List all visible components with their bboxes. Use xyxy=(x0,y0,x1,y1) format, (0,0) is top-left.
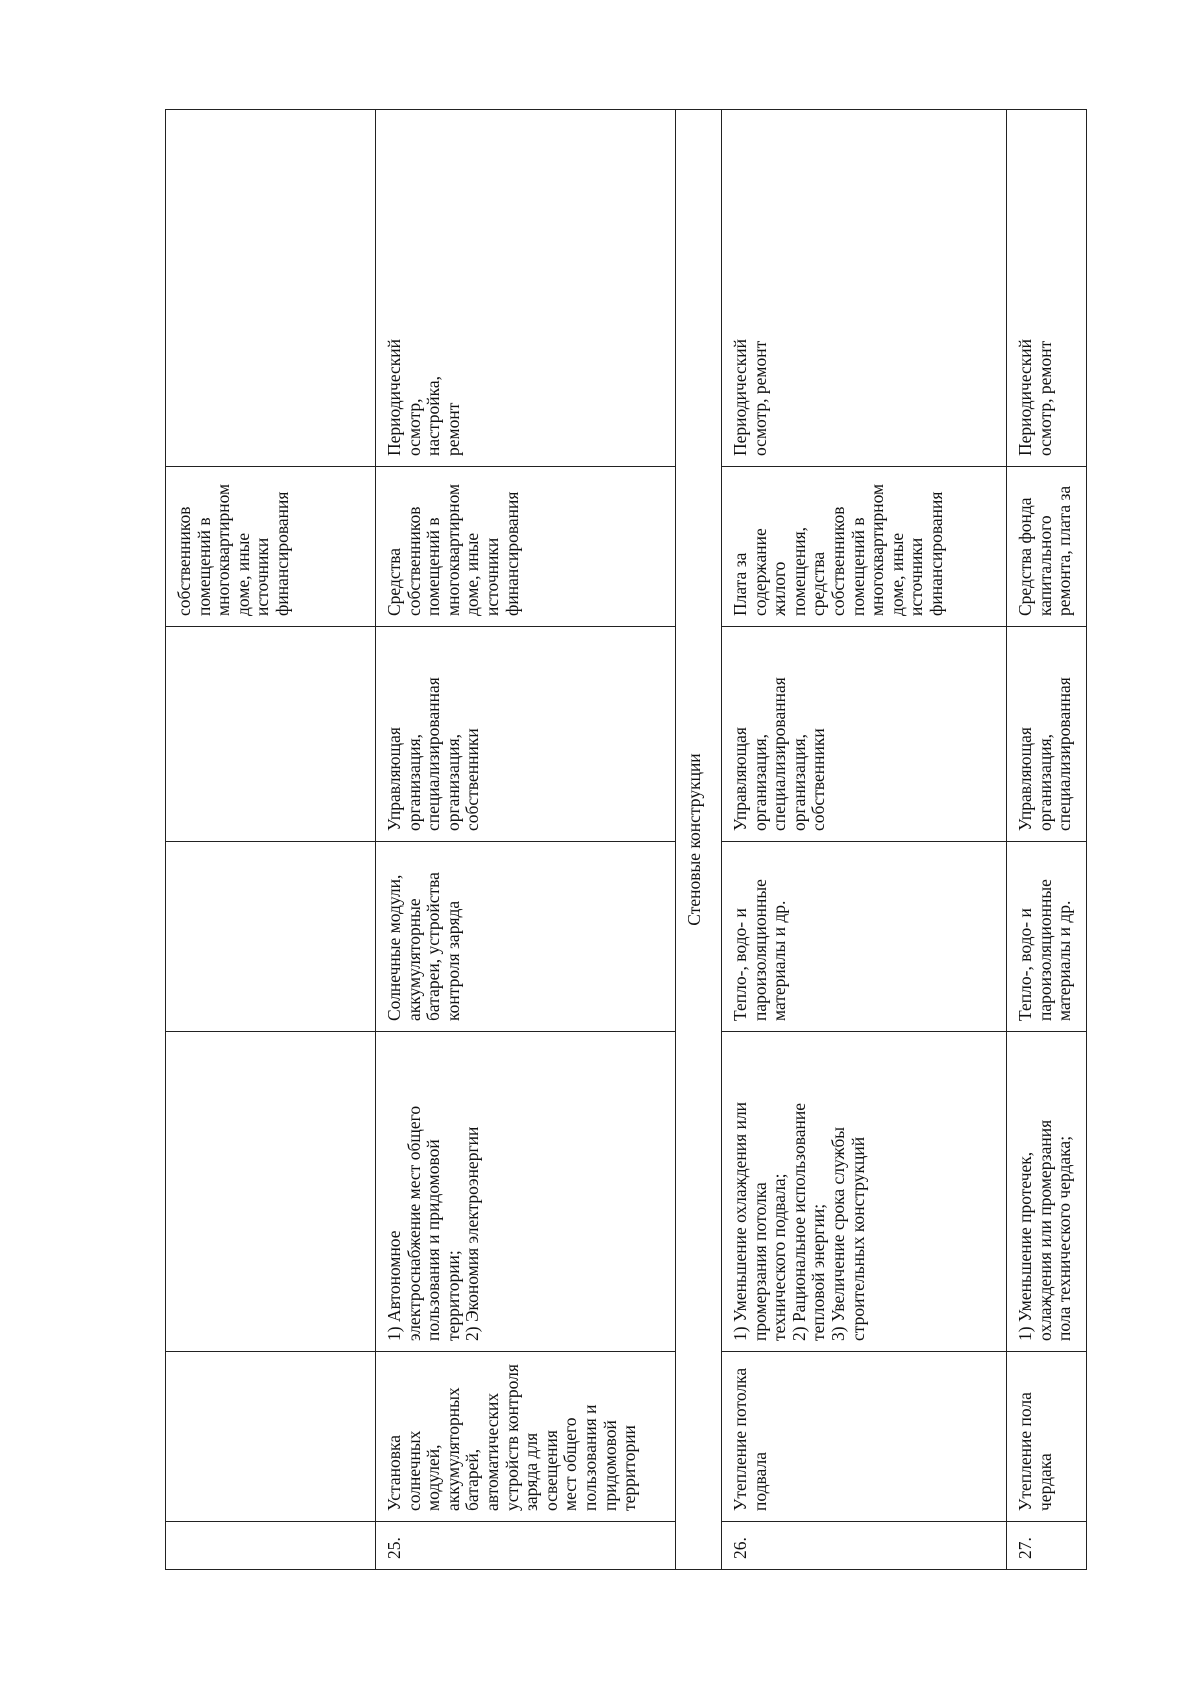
table-row xyxy=(376,110,676,1570)
measure-financing: Средства собственников помещений в многоквартирном доме, иные источники финансирования xyxy=(376,467,676,627)
measure-executor: Управляющая организация, специализированная организация, собственники xyxy=(376,627,676,842)
measure-effect: 1) Автономное электроснабжение мест общего пользования и придомовой территории; 2) Экономия электроэнергии xyxy=(376,1032,676,1352)
measure-financing: Средства фонда капитального ремонта, плата за xyxy=(1007,467,1087,627)
measure-maintenance: Периодический осмотр, ремонт xyxy=(1007,110,1087,467)
table-row xyxy=(722,110,1007,1570)
measure-materials: Солнечные модули, аккумуляторные батареи, устройства контроля заряда xyxy=(376,842,676,1032)
measure-name xyxy=(166,1352,376,1522)
measure-materials: Тепло-, водо- и пароизоляционные материалы и др. xyxy=(722,842,1007,1032)
measure-name: Утепление пола чердака xyxy=(1007,1352,1087,1522)
measures-table xyxy=(165,109,1087,1570)
measure-executor xyxy=(166,627,376,842)
measure-effect: 1) Уменьшение охлаждения или промерзания потолка технического подвала; 2) Рациональное использование тепловой энергии; 3) Увеличение срока службы строительных конструкций xyxy=(722,1032,1007,1352)
measure-executor: Управляющая организация, специализированная организация, собственники xyxy=(722,627,1007,842)
measure-maintenance: Периодический осмотр, ремонт xyxy=(722,110,1007,467)
row-number xyxy=(166,1522,376,1570)
measure-maintenance xyxy=(166,110,376,467)
table-row xyxy=(166,110,376,1570)
measure-materials: Тепло-, водо- и пароизоляционные материалы и др. xyxy=(1007,842,1087,1032)
measure-financing: собственников помещений в многоквартирном доме, иные источники финансирования xyxy=(166,467,376,627)
measure-executor: Управляющая организация, специализированная xyxy=(1007,627,1087,842)
measure-effect xyxy=(166,1032,376,1352)
measure-effect: 1) Уменьшение протечек, охлаждения или промерзания пола технического чердака; xyxy=(1007,1032,1087,1352)
measure-maintenance: Периодический осмотр, настройка, ремонт xyxy=(376,110,676,467)
rotated-page xyxy=(165,110,1075,1570)
measure-materials xyxy=(166,842,376,1032)
measure-name: Установка солнечных модулей, аккумуляторных батарей, автоматических устройств контроля заряда для освещения мест общего пользования и придомовой территории xyxy=(376,1352,676,1522)
measure-financing: Плата за содержание жилого помещения, средства собственников помещений в многоквартирном доме, иные источники финансирования xyxy=(722,467,1007,627)
measure-name: Утепление потолка подвала xyxy=(722,1352,1007,1522)
table-row xyxy=(1007,110,1087,1570)
row-number: 27. xyxy=(1007,1522,1087,1570)
row-number: 26. xyxy=(722,1522,1007,1570)
section-title: Стеновые конструкции xyxy=(676,110,722,1570)
section-row xyxy=(676,110,722,1570)
row-number: 25. xyxy=(376,1522,676,1570)
